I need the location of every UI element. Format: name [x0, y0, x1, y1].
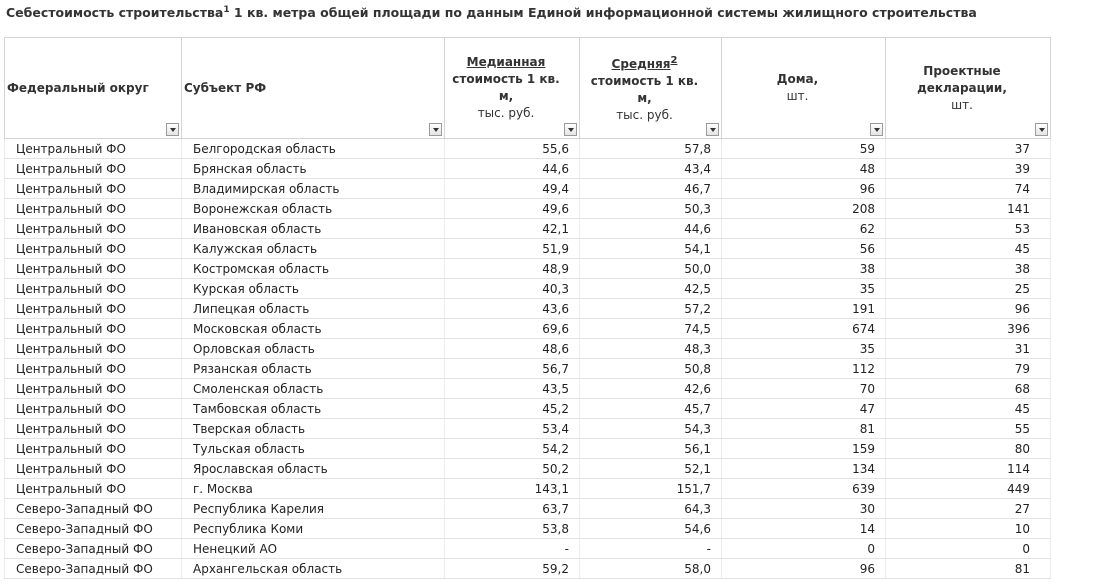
- cell-houses: 81: [722, 419, 886, 439]
- table-row: [5, 239, 1051, 259]
- column-header-subject: [182, 38, 445, 139]
- cell-houses: 112: [722, 359, 886, 379]
- table-row: [5, 479, 1051, 499]
- table-row: [5, 439, 1051, 459]
- cell-federal-district: Центральный ФО: [5, 359, 182, 379]
- cell-median-cost: 69,6: [445, 319, 580, 339]
- cell-federal-district: Центральный ФО: [5, 159, 182, 179]
- cell-median-cost: 51,9: [445, 239, 580, 259]
- cell-subject: Тверская область: [182, 419, 445, 439]
- cell-subject: Московская область: [182, 319, 445, 339]
- cell-subject: Курская область: [182, 279, 445, 299]
- table-row: [5, 259, 1051, 279]
- table-row: [5, 419, 1051, 439]
- cell-median-cost: 48,6: [445, 339, 580, 359]
- cell-federal-district: Центральный ФО: [5, 339, 182, 359]
- cell-average-cost: 46,7: [580, 179, 722, 199]
- cell-subject: Смоленская область: [182, 379, 445, 399]
- cell-declarations: 37: [886, 139, 1051, 159]
- cell-houses: 674: [722, 319, 886, 339]
- filter-dropdown-button[interactable]: [564, 123, 577, 136]
- table-row: [5, 199, 1051, 219]
- cell-houses: 159: [722, 439, 886, 459]
- cell-declarations: 396: [886, 319, 1051, 339]
- cell-declarations: 81: [886, 559, 1051, 579]
- cell-federal-district: Северо-Западный ФО: [5, 499, 182, 519]
- cell-average-cost: 58,0: [580, 559, 722, 579]
- cell-federal-district: Центральный ФО: [5, 319, 182, 339]
- cell-federal-district: Центральный ФО: [5, 419, 182, 439]
- cell-subject: Воронежская область: [182, 199, 445, 219]
- cell-median-cost: -: [445, 539, 580, 559]
- title-footnote-marker: 1: [223, 5, 230, 15]
- cell-average-cost: 57,8: [580, 139, 722, 159]
- cell-subject: Тамбовская область: [182, 399, 445, 419]
- cell-subject: Белгородская область: [182, 139, 445, 159]
- cell-average-cost: 52,1: [580, 459, 722, 479]
- cell-declarations: 53: [886, 219, 1051, 239]
- cell-median-cost: 45,2: [445, 399, 580, 419]
- cell-declarations: 31: [886, 339, 1051, 359]
- cell-houses: 70: [722, 379, 886, 399]
- cell-houses: 0: [722, 539, 886, 559]
- cell-subject: Республика Карелия: [182, 499, 445, 519]
- cell-average-cost: 50,3: [580, 199, 722, 219]
- cell-houses: 56: [722, 239, 886, 259]
- cell-declarations: 114: [886, 459, 1051, 479]
- cell-average-cost: 44,6: [580, 219, 722, 239]
- cell-median-cost: 48,9: [445, 259, 580, 279]
- cell-average-cost: 50,0: [580, 259, 722, 279]
- cell-median-cost: 43,5: [445, 379, 580, 399]
- cell-median-cost: 59,2: [445, 559, 580, 579]
- filter-dropdown-button[interactable]: [166, 123, 179, 136]
- cell-average-cost: 74,5: [580, 319, 722, 339]
- cell-average-cost: 56,1: [580, 439, 722, 459]
- data-table: [4, 37, 1051, 579]
- column-header-label: Средняя: [611, 57, 671, 71]
- filter-dropdown-button[interactable]: [1035, 123, 1048, 136]
- table-body: [5, 139, 1051, 579]
- column-header-average-cost: [580, 38, 722, 139]
- cell-average-cost: 151,7: [580, 479, 722, 499]
- cell-federal-district: Центральный ФО: [5, 219, 182, 239]
- cell-median-cost: 63,7: [445, 499, 580, 519]
- table-row: [5, 499, 1051, 519]
- cell-median-cost: 43,6: [445, 299, 580, 319]
- cell-houses: 191: [722, 299, 886, 319]
- table-row: [5, 319, 1051, 339]
- cell-declarations: 0: [886, 539, 1051, 559]
- cell-federal-district: Центральный ФО: [5, 179, 182, 199]
- cell-subject: Липецкая область: [182, 299, 445, 319]
- cell-declarations: 79: [886, 359, 1051, 379]
- cell-houses: 62: [722, 219, 886, 239]
- cell-declarations: 74: [886, 179, 1051, 199]
- cell-median-cost: 49,6: [445, 199, 580, 219]
- cell-subject: Орловская область: [182, 339, 445, 359]
- table-row: [5, 359, 1051, 379]
- column-header-federal-district: [5, 38, 182, 139]
- cell-declarations: 10: [886, 519, 1051, 539]
- table-row: [5, 339, 1051, 359]
- cell-average-cost: 54,1: [580, 239, 722, 259]
- table-row: [5, 559, 1051, 579]
- table-row: [5, 399, 1051, 419]
- cell-houses: 59: [722, 139, 886, 159]
- cell-average-cost: 50,8: [580, 359, 722, 379]
- table-row: [5, 139, 1051, 159]
- dropdown-arrow-icon: [874, 128, 880, 132]
- cell-federal-district: Центральный ФО: [5, 459, 182, 479]
- column-header-label: Федеральный округ: [7, 80, 149, 95]
- column-header-label-line2: стоимость 1 кв. м,: [452, 72, 560, 103]
- cell-subject: Тульская область: [182, 439, 445, 459]
- cell-median-cost: 50,2: [445, 459, 580, 479]
- cell-federal-district: Центральный ФО: [5, 279, 182, 299]
- cell-federal-district: Северо-Западный ФО: [5, 519, 182, 539]
- filter-dropdown-button[interactable]: [870, 123, 883, 136]
- table-row: [5, 539, 1051, 559]
- dropdown-arrow-icon: [568, 128, 574, 132]
- cell-average-cost: 54,3: [580, 419, 722, 439]
- cell-houses: 134: [722, 459, 886, 479]
- cell-houses: 35: [722, 339, 886, 359]
- cell-average-cost: 48,3: [580, 339, 722, 359]
- table-row: [5, 219, 1051, 239]
- cell-average-cost: 45,7: [580, 399, 722, 419]
- cell-houses: 639: [722, 479, 886, 499]
- cell-federal-district: Центральный ФО: [5, 479, 182, 499]
- cell-declarations: 27: [886, 499, 1051, 519]
- cell-federal-district: Центральный ФО: [5, 379, 182, 399]
- cell-declarations: 68: [886, 379, 1051, 399]
- cell-median-cost: 143,1: [445, 479, 580, 499]
- cell-houses: 30: [722, 499, 886, 519]
- cell-federal-district: Северо-Западный ФО: [5, 559, 182, 579]
- cell-houses: 96: [722, 559, 886, 579]
- cell-subject: Владимирская область: [182, 179, 445, 199]
- cell-declarations: 45: [886, 399, 1051, 419]
- title-text-rest: 1 кв. метра общей площади по данным Единой информационной системы жилищного строительства: [229, 5, 977, 21]
- column-header-unit: шт.: [951, 97, 973, 112]
- column-header-houses: [722, 38, 886, 139]
- table-row: [5, 159, 1051, 179]
- cell-median-cost: 56,7: [445, 359, 580, 379]
- cell-federal-district: Центральный ФО: [5, 239, 182, 259]
- cell-federal-district: Центральный ФО: [5, 399, 182, 419]
- cell-average-cost: 54,6: [580, 519, 722, 539]
- cell-median-cost: 42,1: [445, 219, 580, 239]
- cell-subject: Брянская область: [182, 159, 445, 179]
- cell-subject: Архангельская область: [182, 559, 445, 579]
- table-row: [5, 379, 1051, 399]
- dropdown-arrow-icon: [1039, 128, 1045, 132]
- table-row: [5, 459, 1051, 479]
- table-row: [5, 519, 1051, 539]
- column-header-unit: тыс. руб.: [477, 106, 535, 120]
- cell-declarations: 141: [886, 199, 1051, 219]
- cell-declarations: 45: [886, 239, 1051, 259]
- cell-median-cost: 53,8: [445, 519, 580, 539]
- cell-subject: г. Москва: [182, 479, 445, 499]
- cell-declarations: 25: [886, 279, 1051, 299]
- cell-houses: 38: [722, 259, 886, 279]
- cell-median-cost: 44,6: [445, 159, 580, 179]
- dropdown-arrow-icon: [710, 128, 716, 132]
- cell-subject: Костромская область: [182, 259, 445, 279]
- cell-declarations: 39: [886, 159, 1051, 179]
- table-row: [5, 299, 1051, 319]
- cell-federal-district: Центральный ФО: [5, 199, 182, 219]
- cell-declarations: 55: [886, 419, 1051, 439]
- column-header-unit: тыс. руб.: [616, 108, 673, 122]
- cell-subject: Рязанская область: [182, 359, 445, 379]
- filter-dropdown-button[interactable]: [706, 123, 719, 136]
- cell-subject: Республика Коми: [182, 519, 445, 539]
- cell-median-cost: 54,2: [445, 439, 580, 459]
- cell-houses: 47: [722, 399, 886, 419]
- table-row: [5, 279, 1051, 299]
- cell-declarations: 96: [886, 299, 1051, 319]
- column-header-label-line2: стоимость 1 кв. м,: [590, 74, 699, 105]
- cell-subject: Калужская область: [182, 239, 445, 259]
- cell-declarations: 80: [886, 439, 1051, 459]
- cell-houses: 35: [722, 279, 886, 299]
- column-header-label-line2: декларации,: [917, 80, 1007, 95]
- column-header-label: Дома,: [776, 72, 819, 86]
- column-header-label: Медианная: [466, 55, 546, 69]
- cell-federal-district: Северо-Западный ФО: [5, 539, 182, 559]
- cell-federal-district: Центральный ФО: [5, 259, 182, 279]
- cell-median-cost: 55,6: [445, 139, 580, 159]
- cell-declarations: 449: [886, 479, 1051, 499]
- column-header-declarations: [886, 38, 1051, 139]
- header-row: [5, 38, 1051, 139]
- filter-dropdown-button[interactable]: [429, 123, 442, 136]
- cell-subject: Ивановская область: [182, 219, 445, 239]
- cell-average-cost: 43,4: [580, 159, 722, 179]
- cell-declarations: 38: [886, 259, 1051, 279]
- cell-houses: 14: [722, 519, 886, 539]
- cell-average-cost: 57,2: [580, 299, 722, 319]
- column-header-label: Субъект РФ: [184, 80, 267, 95]
- column-header-median-cost: [445, 38, 580, 139]
- cell-subject: Ярославская область: [182, 459, 445, 479]
- cell-subject: Ненецкий АО: [182, 539, 445, 559]
- cell-median-cost: 53,4: [445, 419, 580, 439]
- dropdown-arrow-icon: [170, 128, 176, 132]
- table-row: [5, 179, 1051, 199]
- column-header-unit: шт.: [786, 89, 809, 103]
- cell-federal-district: Центральный ФО: [5, 139, 182, 159]
- title-text: Себестоимость строительства: [6, 5, 224, 21]
- cell-federal-district: Центральный ФО: [5, 299, 182, 319]
- cell-median-cost: 49,4: [445, 179, 580, 199]
- cell-average-cost: -: [580, 539, 722, 559]
- cell-houses: 208: [722, 199, 886, 219]
- footnote-marker: 2: [670, 55, 678, 66]
- column-header-label: Проектные: [923, 63, 1001, 78]
- cell-average-cost: 42,6: [580, 379, 722, 399]
- cell-houses: 48: [722, 159, 886, 179]
- page-title: [6, 5, 977, 20]
- cell-houses: 96: [722, 179, 886, 199]
- dropdown-arrow-icon: [433, 128, 439, 132]
- cell-average-cost: 64,3: [580, 499, 722, 519]
- cell-average-cost: 42,5: [580, 279, 722, 299]
- cell-federal-district: Центральный ФО: [5, 439, 182, 459]
- cell-median-cost: 40,3: [445, 279, 580, 299]
